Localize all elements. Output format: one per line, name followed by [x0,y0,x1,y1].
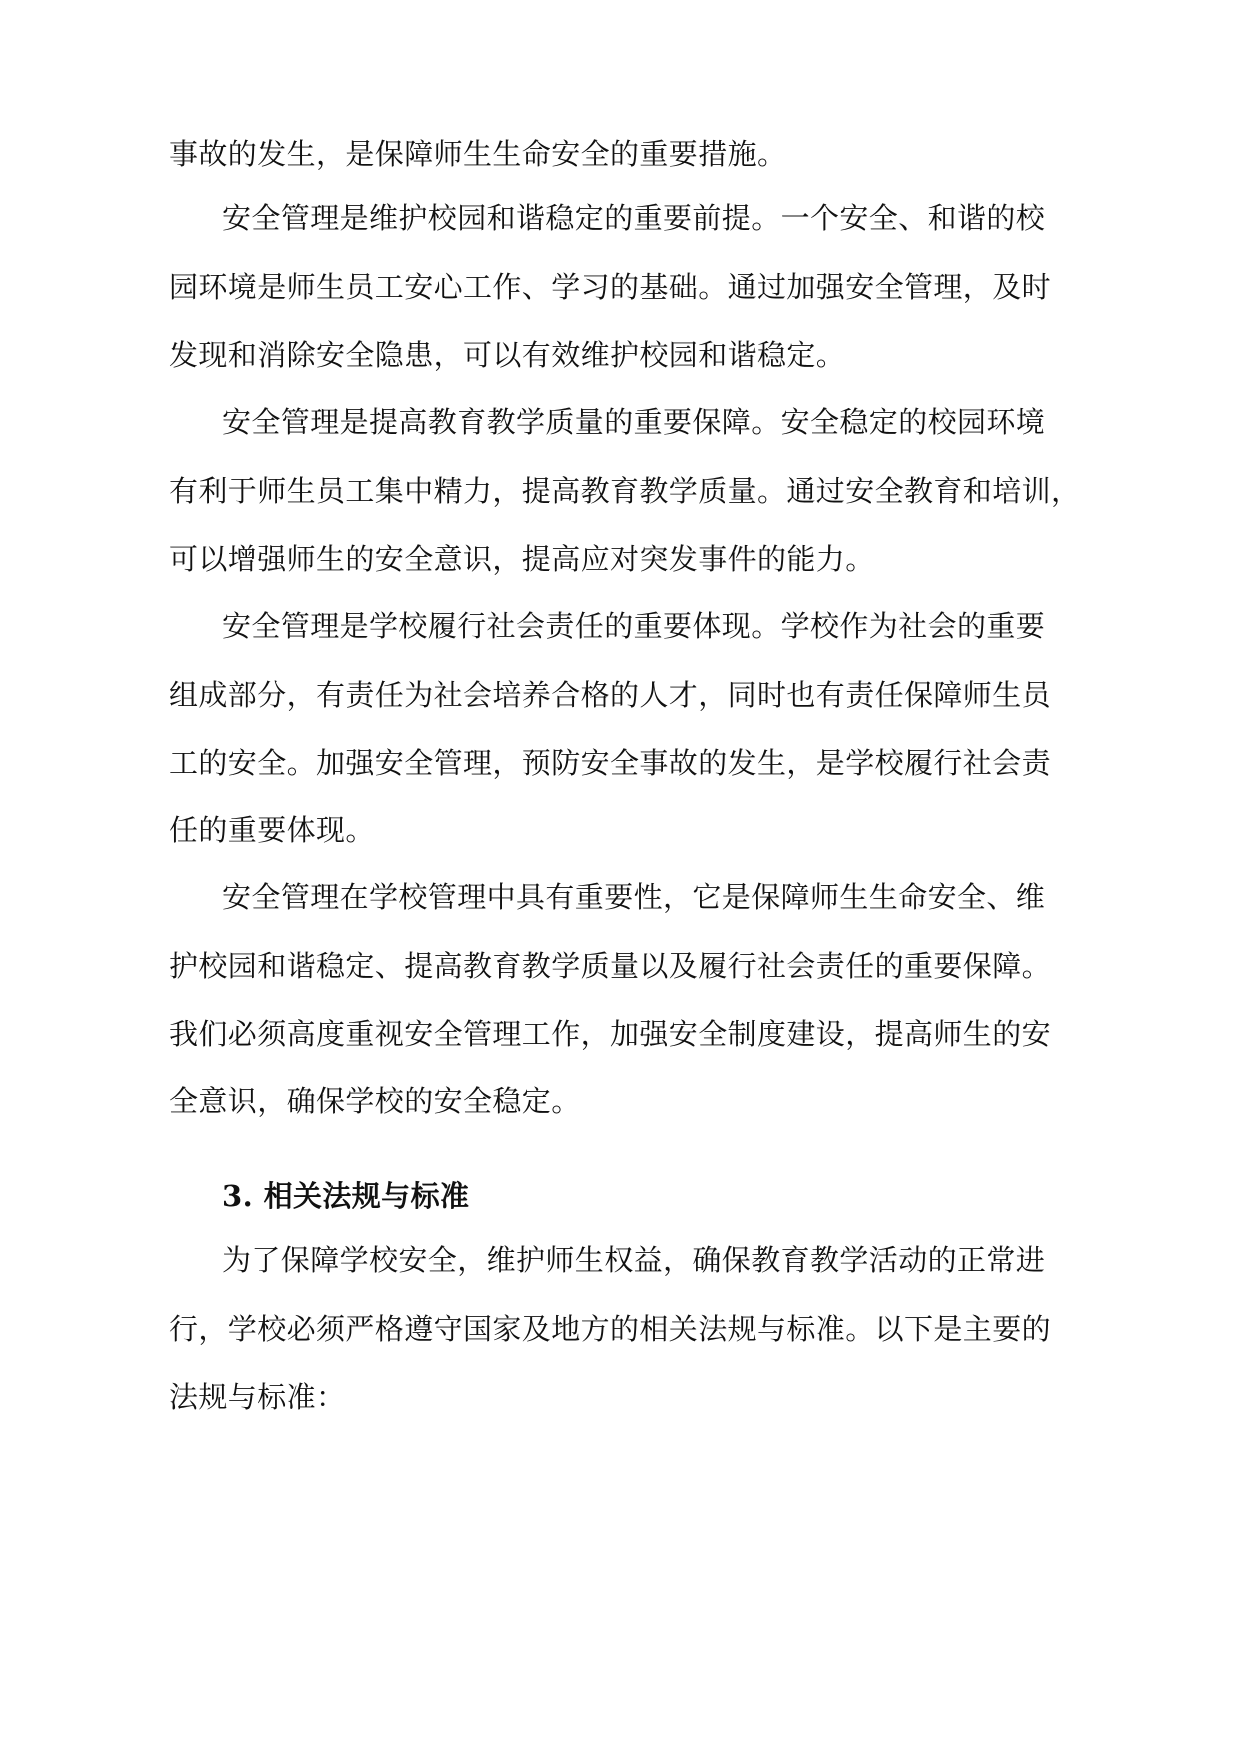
paragraph-3-line-2: 组成部分，有责任为社会培养合格的人才，同时也有责任保障师生员 [169,678,1052,712]
paragraph-2-line-1: 安全管理是提高教育教学质量的重要保障。安全稳定的校园环境 [222,405,1046,439]
paragraph-4-line-2: 护校园和谐稳定、提高教育教学质量以及履行社会责任的重要保障。 [169,949,1052,983]
paragraph-4-line-4: 全意识，确保学校的安全稳定。 [169,1084,581,1118]
paragraph-2-line-2: 有利于师生员工集中精力，提高教育教学质量。通过安全教育和培训， [169,474,1081,508]
paragraph-3-line-3: 工的安全。加强安全管理，预防安全事故的发生，是学校履行社会责 [169,746,1052,780]
paragraph-2-line-3: 可以增强师生的安全意识，提高应对突发事件的能力。 [169,542,875,576]
paragraph-1-line-3: 发现和消除安全隐患，可以有效维护校园和谐稳定。 [169,338,846,372]
paragraph-1-line-2: 园环境是师生员工安心工作、学习的基础。通过加强安全管理，及时 [169,270,1052,304]
paragraph-3-line-4: 任的重要体现。 [169,813,375,847]
paragraph-3-line-1: 安全管理是学校履行社会责任的重要体现。学校作为社会的重要 [222,609,1046,643]
paragraph-1-line-1: 安全管理是维护校园和谐稳定的重要前提。一个安全、和谐的校 [222,201,1046,235]
paragraph-5-line-2: 行，学校必须严格遵守国家及地方的相关法规与标准。以下是主要的 [169,1312,1052,1346]
paragraph-5-line-1: 为了保障学校安全，维护师生权益，确保教育教学活动的正常进 [222,1243,1046,1277]
paragraph-0-line-1: 事故的发生，是保障师生生命安全的重要措施。 [169,137,787,171]
paragraph-5-line-3: 法规与标准： [169,1380,346,1414]
section-heading: 3. 相关法规与标准 [222,1179,470,1213]
paragraph-4-line-3: 我们必须高度重视安全管理工作，加强安全制度建设，提高师生的安 [169,1017,1052,1051]
paragraph-4-line-1: 安全管理在学校管理中具有重要性，它是保障师生生命安全、维 [222,880,1046,914]
